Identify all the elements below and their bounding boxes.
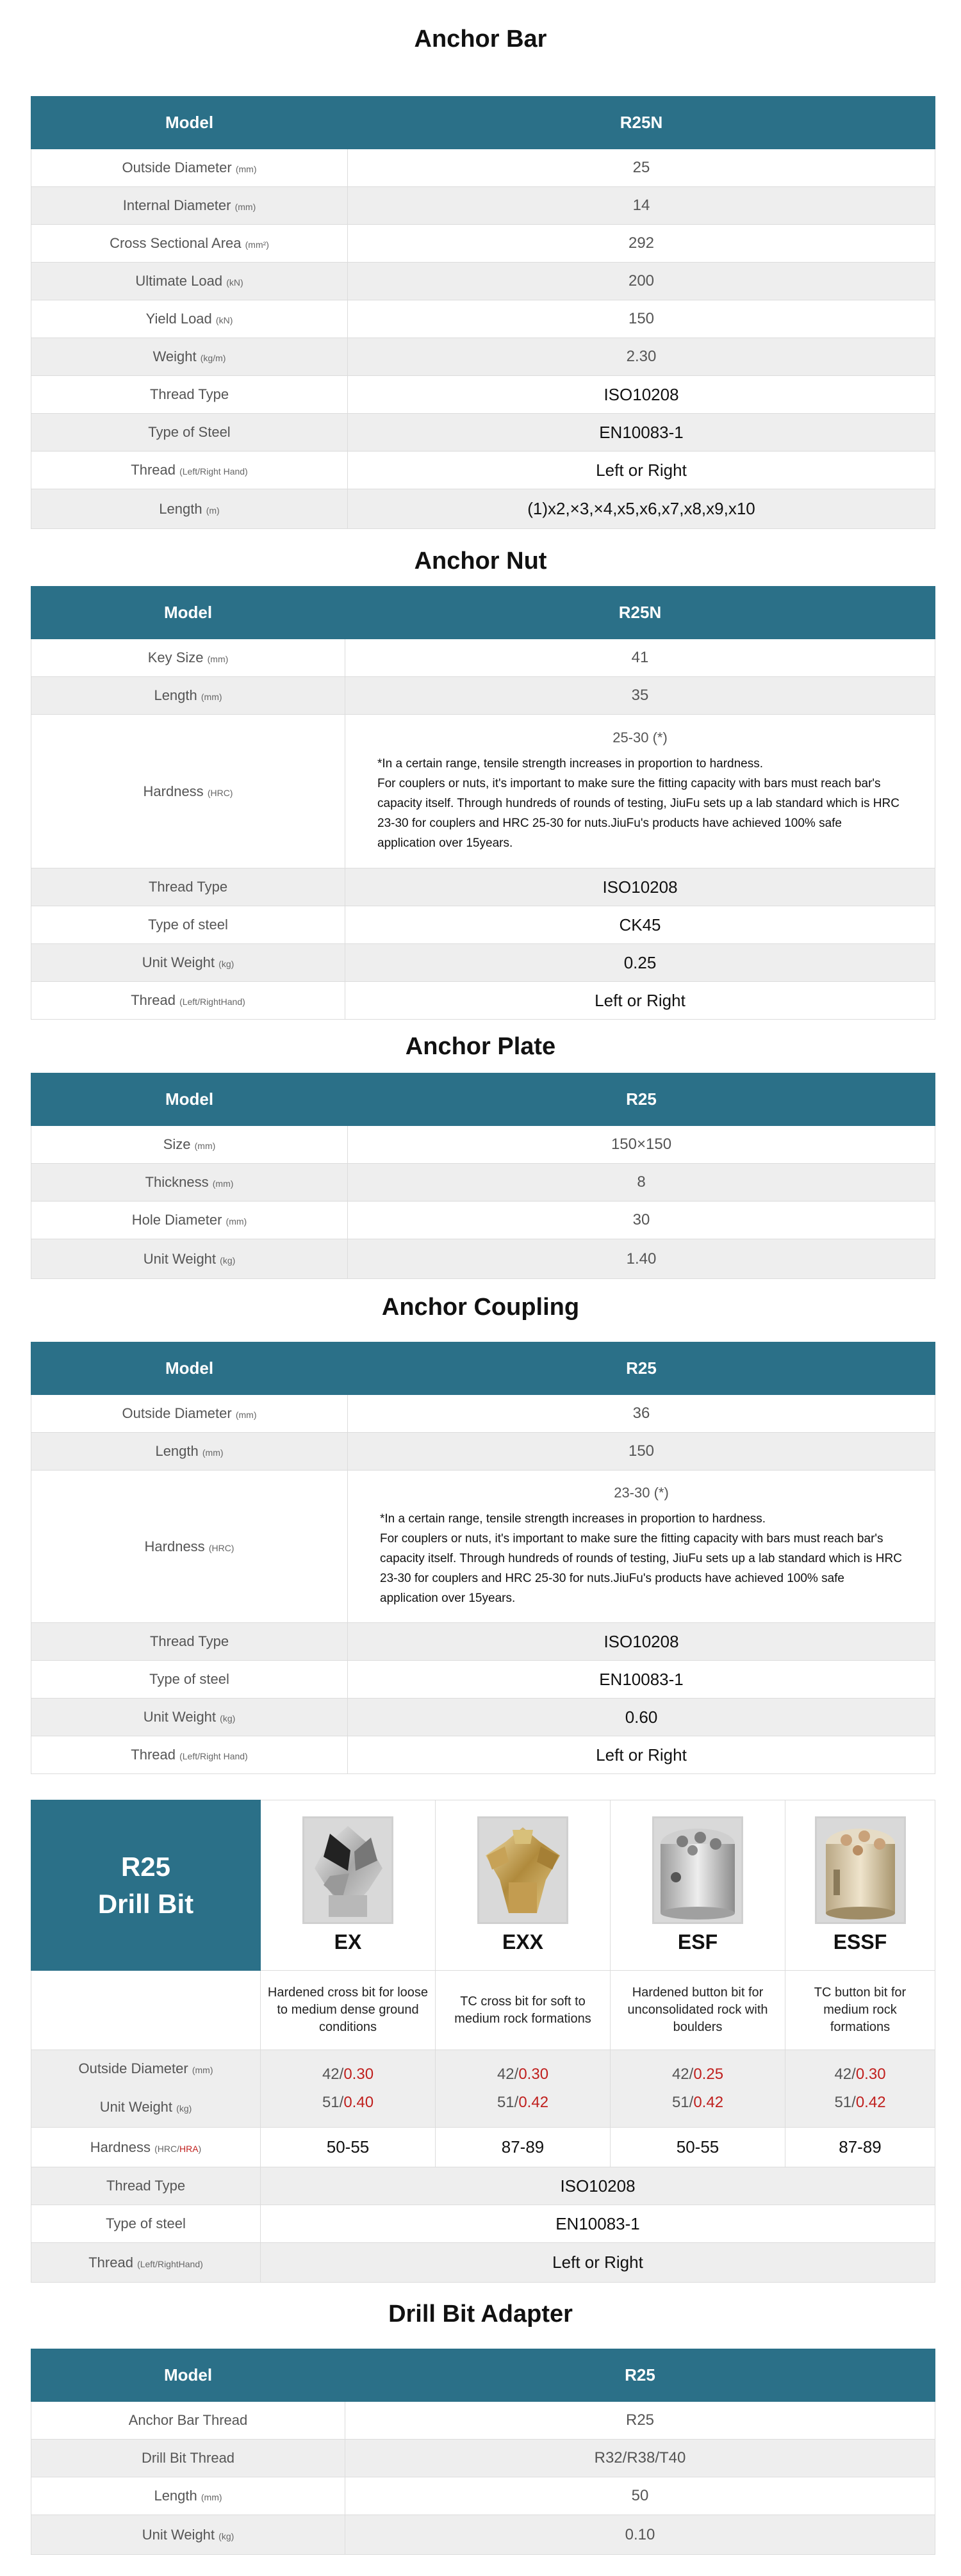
row-value: 150: [348, 1433, 935, 1471]
model-header-value: R25N: [345, 587, 935, 639]
drill-bit-title-cell: [31, 1800, 261, 1971]
row-label: Outside Diameter: [78, 2060, 188, 2076]
row-value: 0.60: [348, 1699, 935, 1736]
row-value: 36: [348, 1395, 935, 1433]
bit-description: Hardened button bit for unconsolidated rock with boulders: [611, 1971, 785, 2050]
row-label: Key Size: [147, 649, 204, 665]
row-value: Left or Right: [348, 452, 935, 489]
ex-cross-bit-image: [302, 1816, 393, 1924]
row-unit: (HRC): [207, 787, 233, 798]
table-row: [31, 376, 935, 414]
bit-hardness: 50-55: [611, 2128, 785, 2167]
bit-name: EX: [334, 1930, 362, 1953]
row-label: Type of steel: [148, 917, 228, 933]
table-row: [31, 1395, 935, 1433]
row-label: Thread: [131, 1747, 176, 1763]
row-unit: (mm): [207, 654, 229, 664]
row-value: R25: [345, 2402, 935, 2440]
row-unit: (kN): [215, 315, 233, 325]
table-row: [31, 868, 935, 906]
row-label: Yield Load: [145, 311, 212, 327]
row-unit: (kN): [226, 277, 243, 288]
row-label: Hardness: [90, 2139, 151, 2155]
row-value: 30: [348, 1202, 935, 1239]
bit-name: EXX: [502, 1930, 544, 1953]
table-row: [31, 2050, 935, 2128]
row-unit: (Left/RightHand): [179, 997, 245, 1007]
row-label: Hardness: [143, 783, 204, 799]
row-unit: (kg): [176, 2103, 192, 2114]
hardness-value: 23-30 (*): [614, 1485, 669, 1501]
row-unit: (mm): [234, 202, 256, 212]
table-row: [31, 982, 935, 1020]
model-header-value: R25: [348, 1342, 935, 1395]
row-label: Thread Type: [149, 386, 229, 402]
row-value: 1.40: [348, 1239, 935, 1279]
model-header-label: Model: [31, 1342, 348, 1395]
table-row: [31, 263, 935, 300]
bit-ex-specs: 42/0.30 51/0.40: [261, 2050, 436, 2128]
model-header-value: R25N: [348, 97, 935, 149]
table-row: [31, 1971, 935, 2050]
row-unit: (mm): [194, 1141, 216, 1151]
table-row: [31, 1699, 935, 1736]
table-row: [31, 338, 935, 376]
row-value: EN10083-1: [348, 414, 935, 452]
table-row: [31, 906, 935, 944]
row-unit: (kg): [220, 1713, 236, 1724]
anchor-bar-title: Anchor Bar: [414, 26, 547, 53]
table-row: [31, 1164, 935, 1202]
table-row: [31, 1239, 935, 1279]
row-value: EN10083-1: [348, 1661, 935, 1699]
table-row: [31, 2440, 935, 2477]
row-value: 2.30: [348, 338, 935, 376]
drill-bit-title-line2: Drill Bit: [97, 1888, 194, 1919]
model-header-value: R25: [348, 1073, 935, 1126]
row-label: Unit Weight: [143, 1250, 217, 1267]
row-label: Hardness: [144, 1538, 205, 1554]
row-label: Thread Type: [148, 879, 228, 895]
bit-description: Hardened cross bit for loose to medium dense ground conditions: [261, 1971, 436, 2050]
row-unit: (kg): [220, 1255, 236, 1266]
row-label: Length: [159, 500, 202, 517]
row-value: ISO10208: [261, 2167, 935, 2205]
row-label: Outside Diameter: [122, 159, 232, 175]
row-label: Thread: [88, 2254, 133, 2270]
row-label: Thickness: [145, 1174, 209, 1190]
table-row: [31, 2515, 935, 2555]
drill-bit-table: [31, 1800, 935, 2283]
row-value: EN10083-1: [261, 2205, 935, 2243]
bit-exx-specs: 42/0.30 51/0.42: [436, 2050, 611, 2128]
row-value: ISO10208: [348, 376, 935, 414]
table-row: [31, 1623, 935, 1661]
bit-hardness: 50-55: [261, 2128, 436, 2167]
row-unit: (m): [206, 505, 220, 516]
row-label: Thread: [131, 992, 176, 1008]
unit-weight-label: [38, 2089, 254, 2127]
row-value: 14: [348, 187, 935, 225]
row-value: R32/R38/T40: [345, 2440, 935, 2477]
row-label: Length: [155, 1443, 199, 1459]
table-row: [31, 1202, 935, 1239]
row-label: Unit Weight: [143, 1709, 217, 1725]
row-label: Internal Diameter: [122, 197, 231, 213]
table-row: [31, 414, 935, 452]
anchor-coupling-title: Anchor Coupling: [381, 1294, 580, 1321]
anchor-nut-table: [31, 586, 935, 1020]
table-row: Hardness (HRC/HRA) 50-55 87-89 50-55 87-89: [31, 2128, 935, 2167]
table-row: [31, 1661, 935, 1699]
bit-name: ESF: [677, 1930, 718, 1953]
table-row: [31, 715, 935, 868]
bit-exx-cell: [436, 1800, 611, 1971]
anchor-plate-title: Anchor Plate: [405, 1033, 556, 1060]
anchor-coupling-table: [31, 1342, 935, 1774]
model-header-label: Model: [31, 1073, 348, 1126]
row-label: Drill Bit Thread: [141, 2450, 235, 2466]
row-label: Type of steel: [149, 1671, 229, 1687]
row-value: 8: [348, 1164, 935, 1202]
row-unit: (Left/RightHand): [137, 2258, 203, 2269]
table-row: [31, 1126, 935, 1164]
bit-esf-specs: 42/0.25 51/0.42: [611, 2050, 785, 2128]
row-unit: (mm): [201, 692, 222, 702]
row-label: Outside Diameter: [122, 1405, 232, 1421]
row-value: Left or Right: [345, 982, 935, 1020]
row-unit-red: HRA: [179, 2143, 199, 2154]
anchor-plate-table: [31, 1073, 935, 1279]
row-unit: (mm): [212, 1178, 234, 1189]
hardness-note: *In a certain range, tensile strength increases in proportion to hardness. For couplers or nuts, it's important to make sure the fitting capacity with bars must reach bar's capacity itself. Through hundreds of rounds of testing, JiuFu sets up a lab standard which is HRC 23-30 for couplers and HRC 25-30 for nuts.JiuFu's products have achieved 100% safe application over 15years.: [377, 757, 899, 850]
bit-name: ESSF: [833, 1930, 887, 1953]
table-row: [31, 677, 935, 715]
row-unit: (mm): [192, 2065, 213, 2075]
row-label: Length: [154, 687, 197, 703]
table-row: [31, 2402, 935, 2440]
row-unit: (mm): [201, 2492, 222, 2502]
table-row: [31, 2243, 935, 2283]
row-unit: (mm): [235, 164, 257, 174]
row-value: ISO10208: [348, 1623, 935, 1661]
row-unit: (mm²): [245, 240, 269, 250]
row-label: Thread: [131, 462, 176, 478]
bit-hardness: 87-89: [436, 2128, 611, 2167]
table-row: [31, 452, 935, 489]
table-row: [31, 1471, 935, 1623]
row-unit: (HRC/: [154, 2143, 179, 2154]
row-unit: (mm): [202, 1447, 224, 1458]
anchor-nut-title: Anchor Nut: [414, 548, 547, 575]
row-value: ISO10208: [345, 868, 935, 906]
row-label: Size: [163, 1136, 191, 1152]
model-header-value: R25: [345, 2349, 935, 2402]
row-value: 150×150: [348, 1126, 935, 1164]
anchor-bar-table: [31, 96, 935, 529]
row-value: CK45: [345, 906, 935, 944]
table-row: [31, 187, 935, 225]
row-value: 41: [345, 639, 935, 677]
row-label: Unit Weight: [142, 954, 215, 970]
row-label: Unit Weight: [142, 2526, 215, 2543]
row-label: Length: [154, 2488, 197, 2504]
outside-diameter-label: [38, 2050, 254, 2089]
bit-ex-cell: [261, 1800, 436, 1971]
bit-esf-cell: [611, 1800, 785, 1971]
row-value: 292: [348, 225, 935, 263]
table-row: [31, 489, 935, 529]
bit-essf-cell: [785, 1800, 935, 1971]
row-label: Cross Sectional Area: [110, 235, 242, 251]
bit-description: TC button bit for medium rock formations: [785, 1971, 935, 2050]
row-value: 35: [345, 677, 935, 715]
row-value: 0.25: [345, 944, 935, 982]
row-value: 0.10: [345, 2515, 935, 2555]
row-unit: (Left/Right Hand): [179, 1751, 248, 1761]
row-unit: (kg): [218, 2531, 234, 2541]
row-label: Hole Diameter: [131, 1212, 222, 1228]
hardness-note: *In a certain range, tensile strength increases in proportion to hardness. For couplers or nuts, it's important to make sure the fitting capacity with bars must reach bar's capacity itself. Through hundreds of rounds of testing, JiuFu sets up a lab standard which is HRC 23-30 for couplers and HRC 25-30 for nuts.JiuFu's products have achieved 100% safe application over 15years.: [380, 1512, 902, 1605]
model-header-label: Model: [31, 2349, 345, 2402]
table-row: [31, 2167, 935, 2205]
row-unit: (kg/m): [200, 353, 226, 363]
row-unit: (kg): [218, 959, 234, 969]
row-label: Type of steel: [31, 2205, 261, 2243]
table-row: [31, 149, 935, 187]
hardness-value: 25-30 (*): [612, 730, 668, 746]
row-label: Unit Weight: [99, 2099, 173, 2115]
bit-essf-specs: 42/0.30 51/0.42: [785, 2050, 935, 2128]
model-header-label: Model: [31, 97, 348, 149]
bit-description: TC cross bit for soft to medium rock formations: [436, 1971, 611, 2050]
row-value: Left or Right: [261, 2243, 935, 2283]
table-row: [31, 944, 935, 982]
row-unit: (mm): [235, 1410, 257, 1420]
table-row: [31, 1736, 935, 1774]
row-value: 50: [345, 2477, 935, 2515]
row-value: 150: [348, 300, 935, 338]
table-row: [31, 225, 935, 263]
table-row: [31, 2205, 935, 2243]
row-label: Thread Type: [31, 2167, 261, 2205]
row-label: Anchor Bar Thread: [128, 2412, 248, 2428]
row-unit: (HRC): [208, 1542, 234, 1553]
row-value: 25: [348, 149, 935, 187]
bit-hardness: 87-89: [785, 2128, 935, 2167]
table-row: [31, 639, 935, 677]
row-label: Type of Steel: [148, 424, 231, 440]
row-value: (1)x2,×3,×4,x5,x6,x7,x8,x9,x10: [348, 489, 935, 529]
row-unit: (Left/Right Hand): [179, 466, 248, 477]
table-row: [31, 2477, 935, 2515]
drill-bit-adapter-title: Drill Bit Adapter: [388, 2301, 573, 2327]
row-label: Ultimate Load: [135, 273, 223, 289]
table-row: [31, 300, 935, 338]
model-header-label: Model: [31, 587, 345, 639]
row-label: Weight: [152, 348, 197, 364]
table-row: [31, 1433, 935, 1471]
drill-bit-adapter-table: [31, 2349, 935, 2555]
drill-bit-title-line1: R25: [120, 1851, 171, 1882]
essf-button-bit-image: [815, 1816, 906, 1924]
row-value: Left or Right: [348, 1736, 935, 1774]
exx-cross-bit-image: [477, 1816, 568, 1924]
row-value: 200: [348, 263, 935, 300]
esf-button-bit-image: [652, 1816, 743, 1924]
row-unit: (mm): [226, 1216, 247, 1227]
row-label: Thread Type: [149, 1633, 229, 1649]
